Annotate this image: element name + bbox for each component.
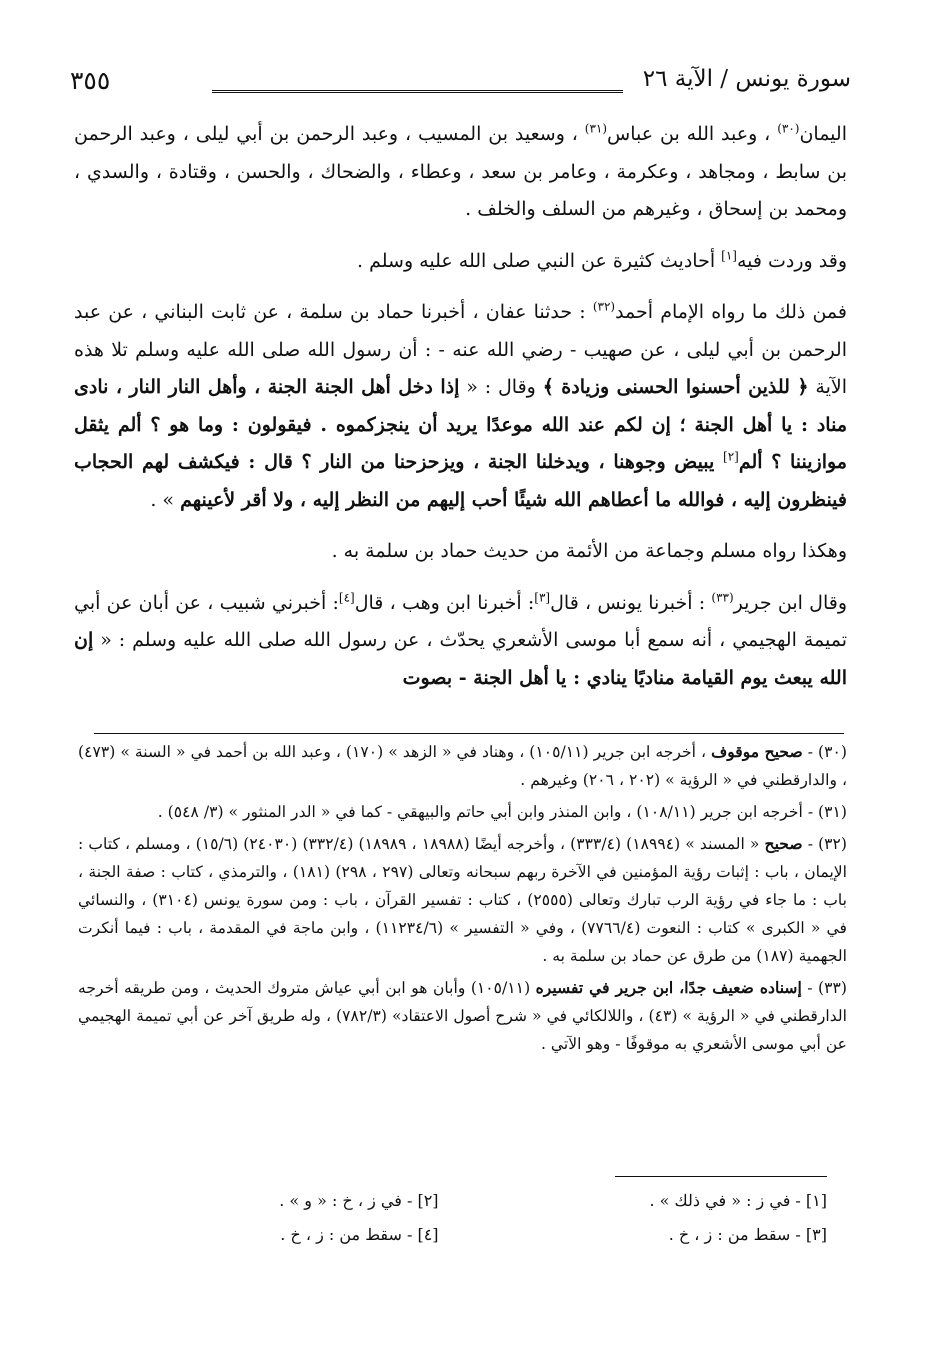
hadith-grade: صحيح موقوف bbox=[711, 742, 803, 761]
text-span: وقد وردت فيه bbox=[736, 249, 847, 272]
header-rule bbox=[212, 90, 623, 93]
text-span: : أخبرنا ابن وهب ، قال bbox=[354, 591, 535, 614]
variant-note-1: [١] - في ز : « في ذلك » . bbox=[649, 1191, 827, 1210]
paragraph-3 bbox=[74, 294, 847, 519]
text-span: » . bbox=[150, 488, 181, 511]
text-span: اليمان bbox=[799, 123, 847, 145]
footnote-text: « المسند » (١٨٩٩٤) (٣٣٣/٤) ، وأخرجه أيضًا (١٨٩٨٨ ، ١٨٩٨٩) (٣٣٢/٤) (٢٤٠٣٠) (١٥/٦) ، ومسلم ، كتاب : الإيمان ، باب : إثبات رؤية المؤمنين في الآخرة ربهم سبحانه وتعالى (٢٩٧ ، ٢٩٨) (١٨١) ، والترمذي ، كتاب : صفة الجنة ، باب : ما جاء في رؤية الرب تبارك وتعالى (٢٥٥٥) ، كتاب : تفسير القرآن ، باب : ومن سورة يونس (٣١٠٤) ، والنسائي في « الكبرى » كتاب : النعوت (٧٧٦٦/٤) ، وفي « التفسير » (١١٢٣٤/٦) ، وابن ماجة في المقدمة ، باب : فيما أنكرت الجهمية (١٨٧) من طرق عن حماد بن سلمة به . bbox=[78, 835, 848, 965]
paragraph-2 bbox=[74, 243, 847, 281]
manuscript-variants bbox=[80, 1184, 827, 1252]
paragraph-4: وهكذا رواه مسلم وجماعة من الأئمة من حديث حماد بن سلمة به . bbox=[331, 540, 847, 562]
footnote-text: أخرجه ابن جرير (١٠٨/١١) ، وابن المنذر وابن أبي حاتم والبيهقي - كما في « الدر المنثور » (٣/ ٥٤٨) . bbox=[157, 803, 803, 821]
page-header bbox=[70, 62, 851, 102]
hadith-text: إذا دخل أهل الجنة الجنة ، وأهل النار النار ، نادى مناد : يا أهل الجنة ؛ إن لكم عند الله موعدًا يريد أن ينجزكموه . فيقولون : وما هو ؟ ألم يثقل موازيننا ؟ ألم bbox=[74, 376, 847, 473]
footnote-number: (٣٣) - bbox=[801, 979, 847, 997]
text-span: أحاديث كثيرة عن النبي صلى الله عليه وسلم . bbox=[357, 249, 722, 272]
text-span: : أخبرني شبيب ، عن أبان عن أبي تميمة الهجيمي ، أنه سمع أبا موسى الأشعري يحدّث ، عن رسول الله صلى الله عليه وسلم : « bbox=[74, 591, 847, 651]
footnote-33 bbox=[78, 974, 847, 1058]
text-span: ، وسعيد بن المسيب ، وعبد الرحمن بن أبي ليلى ، وعبد الرحمن بن سابط ، ومجاهد ، وعكرمة ، وعامر بن سعد ، وعطاء ، والضحاك ، والحسن ، وقتادة ، والسدي ، ومحمد بن إسحاق ، وغيرهم من السلف والخلف . bbox=[74, 123, 847, 220]
paragraph-1 bbox=[74, 116, 847, 229]
footnote-text: (١٠٥/١١) وأبان هو ابن أبي عياش متروك الحديث ، ومن طريقه أخرجه الدارقطني في « الرؤية » (٤٣) ، واللالكائي في « شرح أصول الاعتقاد» (٧٨٢/٣) ، وله طريق آخر عن أبي تميمة الهجيمي عن أبي موسى الأشعري به موقوفًا - وهو الآتي . bbox=[78, 979, 848, 1053]
variant-ref-2[interactable]: [٢] bbox=[723, 449, 739, 464]
variants-row bbox=[80, 1218, 827, 1252]
footnote-ref-33[interactable]: (٣٣) bbox=[711, 590, 734, 605]
variant-ref-3[interactable]: [٣] bbox=[534, 590, 551, 605]
text-span: فمن ذلك ما رواه الإمام أحمد bbox=[615, 301, 847, 323]
variant-note-4: [٤] - سقط من : ز ، خ . bbox=[280, 1225, 439, 1244]
footnote-text: ، أخرجه ابن جرير (١٠٥/١١) ، وهناد في « الزهد » (١٧٠) ، وعبد الله بن أحمد في « السنة » (٤٧٣) ، والدارقطني في « الرؤية » (٢٠٢ ، ٢٠٦) وغيرهم . bbox=[78, 743, 847, 789]
footnote-number: (٣١) - bbox=[802, 803, 847, 821]
text-span: : أخبرنا يونس ، قال bbox=[550, 591, 712, 614]
variant-ref-4[interactable]: [٤] bbox=[338, 590, 355, 605]
footnote-ref-31[interactable]: (٣١) bbox=[584, 121, 608, 136]
footnote-rule bbox=[94, 733, 844, 734]
footnote-number: (٣٢) - bbox=[802, 835, 848, 853]
quran-verse: ﴿ للذين أحسنوا الحسنى وزيادة ﴾ bbox=[542, 376, 809, 398]
footnotes bbox=[78, 738, 847, 1062]
variants-rule bbox=[615, 1176, 827, 1177]
variant-note-3: [٣] - سقط من : ز ، خ . bbox=[668, 1225, 827, 1244]
footnote-ref-30[interactable]: (٣٠) bbox=[777, 121, 800, 136]
hadith-text: إن الله يبعث يوم القيامة مناديًا ينادي : يا أهل الجنة - بصوت bbox=[74, 629, 847, 689]
footnote-30 bbox=[78, 738, 847, 794]
text-span: : حدثنا عفان ، أخبرنا حماد بن سلمة ، عن ثابت البناني ، عن عبد الرحمن بن أبي ليلى ، عن صهيب - رضي الله عنه - : أن رسول الله صلى الله عليه وسلم تلا هذه الآية bbox=[74, 301, 847, 398]
main-text bbox=[74, 116, 847, 711]
running-title: سورة يونس / الآية ٢٦ bbox=[642, 66, 851, 92]
variants-row bbox=[80, 1184, 827, 1218]
hadith-grade: صحيح bbox=[764, 834, 803, 853]
page-number: ٣٥٥ bbox=[70, 66, 111, 95]
hadith-text: يبيض وجوهنا ، ويدخلنا الجنة ، ويزحزحنا من النار ؟ قال : فيكشف لهم الحجاب فينظرون إليه ، فوالله ما أعطاهم الله شيئًا أحب إليهم من النظر إليه ، ولا أقر لأعينهم bbox=[74, 451, 847, 511]
text-span: وقال : « bbox=[459, 376, 543, 398]
text-span: وقال ابن جرير bbox=[733, 591, 847, 614]
paragraph-5 bbox=[74, 585, 847, 698]
hadith-grade: إسناده ضعيف جدًا، ابن جرير في تفسيره bbox=[535, 978, 802, 997]
variant-note-2: [٢] - في ز ، خ : « و » . bbox=[279, 1191, 439, 1210]
footnote-31 bbox=[78, 798, 847, 826]
variant-ref-1[interactable]: [١] bbox=[721, 248, 737, 263]
footnote-32 bbox=[78, 830, 847, 970]
footnote-ref-32[interactable]: (٣٢) bbox=[592, 299, 616, 314]
text-span: ، وعبد الله بن عباس bbox=[607, 123, 778, 145]
footnote-number: (٣٠) - bbox=[802, 743, 848, 761]
